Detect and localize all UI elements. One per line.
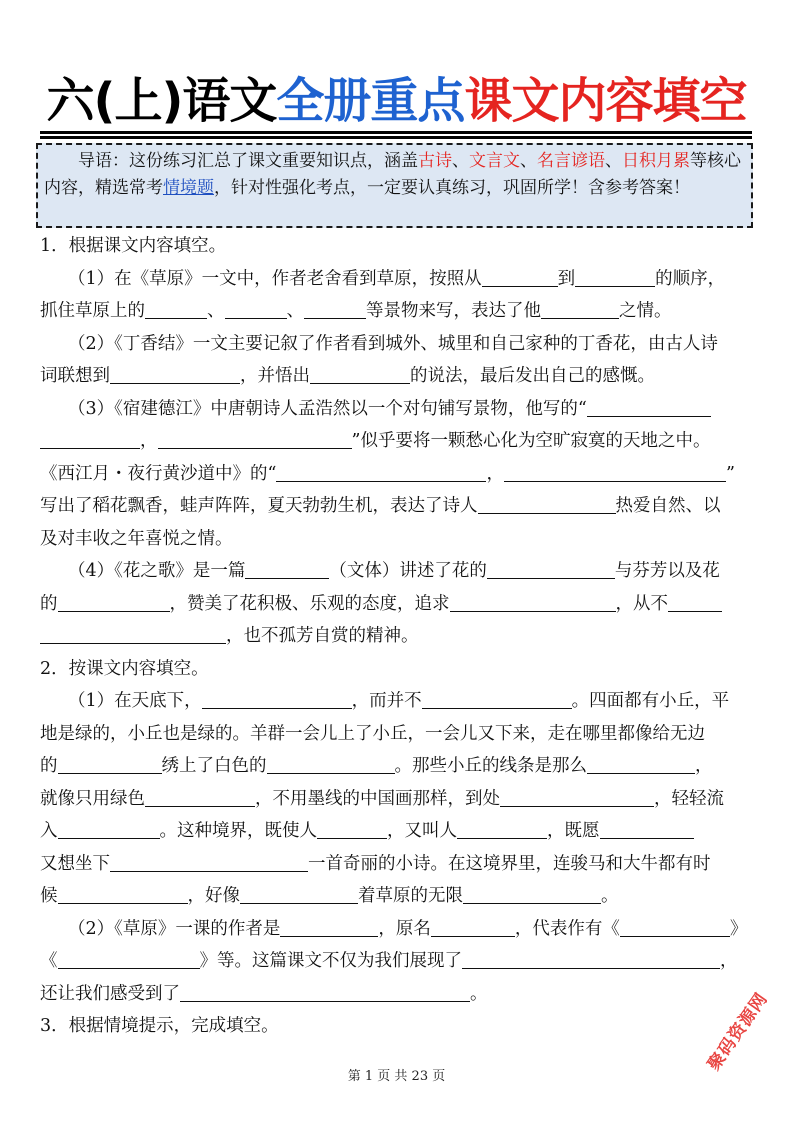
title-part-grade: 六(上)语文 [46,73,277,129]
q2-item-1-line-1: （1）在天底下， ，而并不 。四面都有小丘，平 [40,685,755,718]
answer-blank[interactable] [145,298,207,319]
answer-blank[interactable] [575,266,655,287]
answer-blank[interactable] [58,753,162,774]
answer-blank[interactable] [600,818,694,839]
answer-blank[interactable] [58,883,188,904]
title-part-scope: 全册重点 [276,73,465,129]
answer-blank[interactable] [158,428,352,449]
answer-blank[interactable] [58,818,160,839]
q2-item-1-line-6: 又想坐下 一首奇丽的小诗。在这境界里，连骏马和大牛都有时 [40,848,755,881]
answer-blank[interactable] [240,883,358,904]
answer-blank[interactable] [457,818,547,839]
q1-item-3-line-2: ， ”似乎要将一颗愁心化为空旷寂寞的天地之中。 [40,425,755,458]
answer-blank[interactable] [317,818,387,839]
answer-blank[interactable] [40,623,226,644]
q1-item-4-line-1: （4）《花之歌》是一篇 （文体）讲述了花的 与芬芳以及花 [40,555,755,588]
answer-blank[interactable] [245,558,329,579]
title-underline [40,131,752,134]
answer-blank[interactable] [668,591,722,612]
answer-blank[interactable] [450,591,616,612]
q1-item-4-line-3: ，也不孤芳自赏的精神。 [40,620,755,653]
answer-blank[interactable] [431,916,515,937]
q2-item-1-line-5: 入 。这种境界，既使人 ，又叫人 ，既愿 [40,815,755,848]
question-3-heading: 3．根据情境提示，完成填空。 [40,1016,279,1036]
q1-item-3-line-1: （3）《宿建德江》中唐朝诗人孟浩然以一个对句铺写景物，他写的“ [40,393,755,426]
answer-blank[interactable] [463,883,601,904]
q2-item-1-line-4: 就像只用绿色 ，不用墨线的中国画那样，到处 ，轻轻流 [40,783,755,816]
answer-blank[interactable] [310,363,410,384]
intro-keyword-proverb: 名言谚语 [537,151,605,171]
answer-blank[interactable] [620,916,730,937]
intro-keyword-context: 情境题 [163,178,214,198]
answer-blank[interactable] [504,461,726,482]
q2-item-2-line-1: （2）《草原》一课的作者是 ，原名 ，代表作有《 》 [40,913,755,946]
q1-item-3-line-5: 及对丰收之年喜悦之情。 [40,528,233,549]
q1-item-2-line-2: 词联想到 ，并悟出 的说法，最后发出自己的感慨。 [40,360,755,393]
q1-item-1-line-1: （1）在《草原》一文中，作者老舍看到草原，按照从 到 的顺序， [40,263,755,296]
answer-blank[interactable] [110,851,308,872]
answer-blank[interactable] [304,298,366,319]
q2-item-2-line-3: 还让我们感受到了 。 [40,978,755,1011]
answer-blank[interactable] [276,461,486,482]
title-part-topic: 课文内容填空 [464,73,747,129]
answer-blank[interactable] [58,948,200,969]
answer-blank[interactable] [541,298,619,319]
worksheet-body [40,230,755,1043]
answer-blank[interactable] [587,396,711,417]
q2-item-1-line-3: 的 绣上了白色的 。那些小丘的线条是那么 ， [40,750,755,783]
answer-blank[interactable] [478,493,616,514]
watermark-stamp: 聚码资源网 [704,989,773,1075]
q2-item-1-line-2: 地是绿的，小丘也是绿的。羊群一会儿上了小丘，一会儿又下来，走在哪里都像给无边 [40,723,705,744]
document-title [0,70,793,132]
q2-item-1-line-7: 候 ，好像 着草原的无限 。 [40,880,755,913]
answer-blank[interactable] [280,916,378,937]
answer-blank[interactable] [487,558,615,579]
intro-keyword-poem: 古诗 [418,151,452,171]
answer-blank[interactable] [462,948,720,969]
q2-item-2-line-2: 《 》等。这篇课文不仅为我们展现了 ， [40,945,755,978]
page-number: 第 1 页 共 23 页 [347,1069,446,1084]
answer-blank[interactable] [202,688,352,709]
answer-blank[interactable] [40,428,140,449]
q1-item-3-line-3: 《西江月・夜行黄沙道中》的“ ， ” [40,458,755,491]
intro-text: 导语：这份练习汇总了课文重要知识点，涵盖 [78,151,418,171]
answer-blank[interactable] [58,591,170,612]
intro-keyword-daily: 日积月累 [622,151,690,171]
question-1-heading: 1．根据课文内容填空。 [40,236,227,256]
q1-item-2-line-1: （2）《丁香结》一文主要记叙了作者看到城外、城里和自己家种的丁香花，由古人诗 [68,333,718,354]
answer-blank[interactable] [267,753,395,774]
answer-blank[interactable] [145,786,255,807]
answer-blank[interactable] [110,363,240,384]
question-2-heading: 2．按课文内容填空。 [40,658,209,679]
answer-blank[interactable] [422,688,572,709]
answer-blank[interactable] [225,298,287,319]
title-underline-2 [40,136,752,139]
q1-item-3-line-4: 写出了稻花飘香，蛙声阵阵，夏天勃勃生机，表达了诗人 热爱自然、以 [40,490,755,523]
answer-blank[interactable] [587,753,695,774]
intro-box: 导语：这份练习汇总了课文重要知识点，涵盖古诗、文言文、名言谚语、日积月累等核心内容，精选常考情境题，针对性强化考点，一定要认真练习，巩固所学！含参考答案！ [36,143,753,228]
answer-blank[interactable] [180,981,470,1002]
answer-blank[interactable] [500,786,654,807]
q1-item-4-line-2: 的 ，赞美了花积极、乐观的态度，追求 ，从不 [40,588,755,621]
q1-item-1-line-2: 抓住草原上的 、 、 等景物来写，表达了他 之情。 [40,295,755,328]
answer-blank[interactable] [482,266,558,287]
intro-keyword-classical: 文言文 [469,151,520,171]
